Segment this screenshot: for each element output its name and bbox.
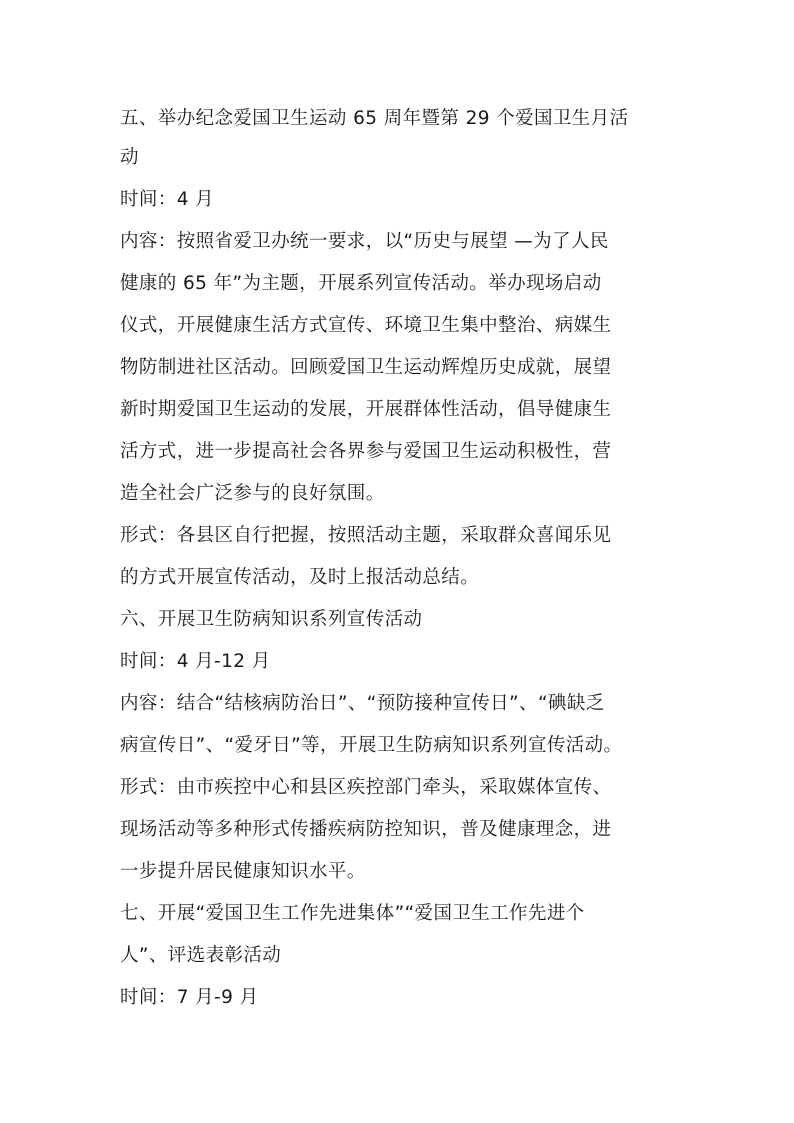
section-7-time: 时间：7 月-9 月 [120,987,259,1008]
section-6-content: 内容：结合“结核病防治日”、“预防接种宣传日”、“碘缺乏 [120,693,605,714]
section-6-content: 病宣传日”、“爱牙日”等，开展卫生防病知识系列宣传活动。 [120,735,623,756]
section-6-heading: 六、开展卫生防病知识系列宣传活动 [120,609,423,630]
section-5-time: 时间：4 月 [120,189,215,210]
section-6-form: 形式：由市疾控中心和县区疾控部门牵头，采取媒体宣传、 [120,777,612,798]
section-5-content: 健康的 65 年”为主题，开展系列宣传活动。举办现场启动 [120,273,602,294]
section-5-form: 的方式开展宣传活动，及时上报活动总结。 [120,567,480,588]
section-6-form: 一步提升居民健康知识水平。 [120,861,366,882]
section-6-time: 时间：4 月-12 月 [120,651,271,672]
section-5-content: 造全社会广泛参与的良好氛围。 [120,483,385,504]
section-7-heading: 七、开展“爱国卫生工作先进集体”“爱国卫生工作先进个 [120,903,585,924]
section-5-content: 活方式，进一步提高社会各界参与爱国卫生运动积极性，营 [120,441,612,462]
section-6-form: 现场活动等多种形式传播疾病防控知识，普及健康理念，进 [120,819,612,840]
section-5-form: 形式：各县区自行把握，按照活动主题，采取群众喜闻乐见 [120,525,612,546]
section-7-heading-cont: 人”、评选表彰活动 [120,945,282,966]
section-5-heading: 五、举办纪念爱国卫生运动 65 周年暨第 29 个爱国卫生月活 [120,108,629,129]
section-5-heading-cont: 动 [120,147,139,168]
section-5-content: 新时期爱国卫生运动的发展，开展群体性活动，倡导健康生 [120,399,612,420]
section-5-content: 物防制进社区活动。回顾爱国卫生运动辉煌历史成就，展望 [120,357,612,378]
section-5-content: 内容：按照省爱卫办统一要求，以“历史与展望 —为了人民 [120,231,609,252]
section-5-content: 仪式，开展健康生活方式宣传、环境卫生集中整治、病媒生 [120,315,612,336]
